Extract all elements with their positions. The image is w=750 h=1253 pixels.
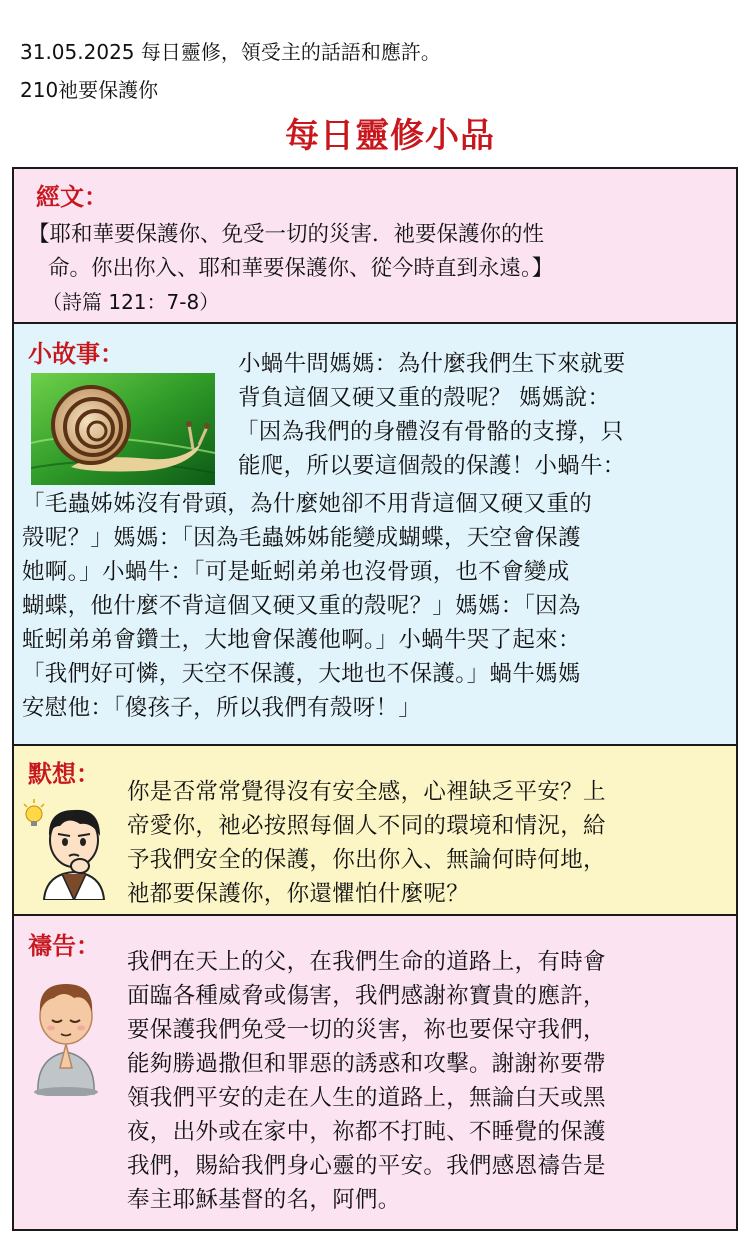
prayer-line: 夜，出外或在家中，祢都不打盹、不睡覺的保護 bbox=[127, 1119, 606, 1145]
meditation-line: 祂都要保護你，你還懼怕什麼呢？ bbox=[127, 881, 470, 907]
story-panel bbox=[12, 322, 738, 746]
story-line: 她啊。」小蝸牛：「可是蚯蚓弟弟也沒骨頭，也不會變成 bbox=[22, 559, 570, 585]
prayer-line: 能夠勝過撒但和罪惡的誘惑和攻擊。謝謝祢要帶 bbox=[127, 1051, 606, 1077]
story-line: 「我們好可憐，天空不保護，大地也不保護。」蝸牛媽媽 bbox=[22, 661, 581, 687]
story-line: 小蝸牛問媽媽：為什麼我們生下來就要 bbox=[238, 351, 626, 377]
meditation-line: 予我們安全的保護，你出你入、無論何時何地， bbox=[127, 847, 606, 873]
story-line: 蚯蚓弟弟會鑽土，大地會保護他啊。」小蝸牛哭了起來： bbox=[22, 627, 581, 653]
scripture-label: 經文： bbox=[36, 183, 108, 211]
story-label: 小故事： bbox=[28, 340, 124, 368]
meditation-label: 默想： bbox=[28, 760, 100, 788]
meditation-panel bbox=[12, 744, 738, 916]
prayer-line: 我們在天上的父，在我們生命的道路上，有時會 bbox=[127, 949, 606, 975]
story-line: 「毛蟲姊姊沒有骨頭，為什麼她卻不用背這個又硬又重的 bbox=[22, 491, 593, 517]
story-line: 殼呢？」媽媽：「因為毛蟲姊姊能變成蝴蝶，天空會保護 bbox=[22, 525, 581, 551]
meditation-line: 帝愛你，祂必按照每個人不同的環境和情況，給 bbox=[127, 813, 606, 839]
devotion-number-title: 210祂要保護你 bbox=[20, 78, 159, 102]
story-line: 能爬，所以要這個殼的保護！小蝸牛： bbox=[238, 453, 626, 479]
story-line: 背負這個又硬又重的殼呢？ 媽媽說： bbox=[238, 385, 611, 411]
thinking-boy-lightbulb-icon bbox=[22, 796, 112, 900]
story-line: 蝴蝶，他什麼不背這個又硬又重的殼呢？」媽媽：「因為 bbox=[22, 593, 581, 619]
praying-boy-icon bbox=[24, 972, 108, 1096]
scripture-line: 命。你出你入、耶和華要保護你、從今時直到永遠。】 bbox=[48, 256, 554, 281]
story-line: 安慰他：「傻孩子，所以我們有殼呀！」 bbox=[22, 695, 422, 721]
prayer-line: 面臨各種威脅或傷害，我們感謝祢寶貴的應許， bbox=[127, 983, 606, 1009]
date-header: 31.05.2025 每日靈修，領受主的話語和應許。 bbox=[20, 40, 441, 64]
scripture-panel bbox=[12, 167, 738, 324]
page-title: 每日靈修小品 bbox=[285, 116, 495, 156]
prayer-label: 禱告： bbox=[28, 932, 100, 960]
prayer-line: 領我們平安的走在人生的道路上，無論白天或黑 bbox=[127, 1085, 606, 1111]
snail-photo bbox=[31, 373, 215, 485]
prayer-panel bbox=[12, 914, 738, 1231]
scripture-line: 【耶和華要保護你、免受一切的災害．祂要保護你的性 bbox=[28, 222, 545, 247]
prayer-line: 要保護我們免受一切的災害，祢也要保守我們， bbox=[127, 1017, 606, 1043]
prayer-line: 奉主耶穌基督的名，阿們。 bbox=[127, 1187, 401, 1213]
prayer-line: 我們，賜給我們身心靈的平安。我們感恩禱告是 bbox=[127, 1153, 606, 1179]
scripture-reference: （詩篇 121：7-8） bbox=[42, 290, 220, 314]
meditation-line: 你是否常常覺得沒有安全感，心裡缺乏平安？上 bbox=[127, 779, 606, 805]
story-line: 「因為我們的身體沒有骨骼的支撐，只 bbox=[236, 419, 624, 445]
